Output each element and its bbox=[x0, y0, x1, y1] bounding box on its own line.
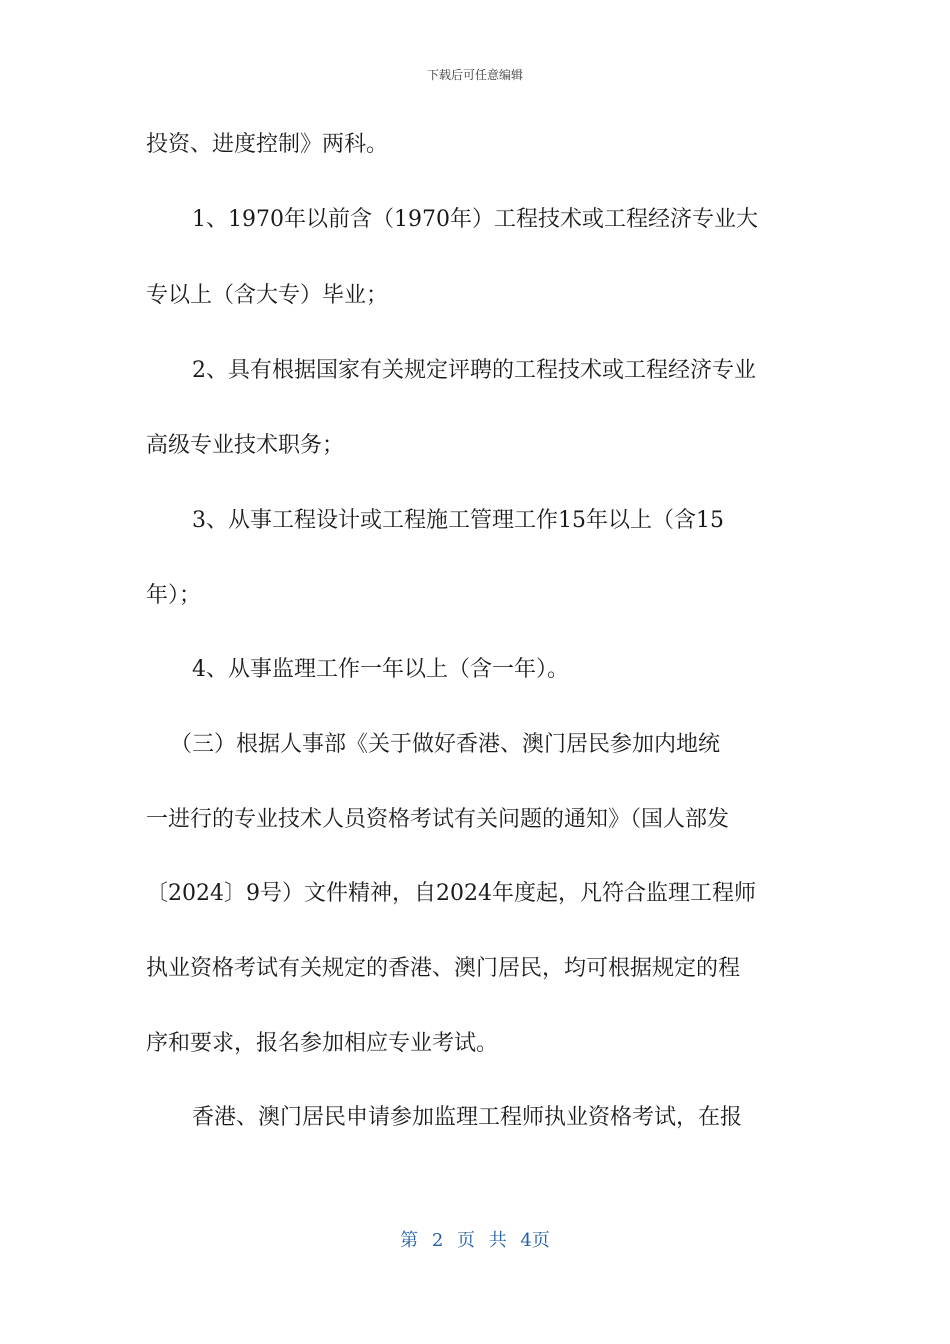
text-line: 1、1970年以前含（1970年）工程技术或工程经济专业大 bbox=[192, 207, 758, 232]
text-line: 4、从事监理工作一年以上（含一年）。 bbox=[192, 657, 569, 682]
text-line: 执业资格考试有关规定的香港、澳门居民，均可根据规定的程 bbox=[146, 956, 741, 981]
text-line: 〔2024〕9号）文件精神，自2024年度起，凡符合监理工程师 bbox=[146, 881, 756, 906]
text-line: （三）根据人事部《关于做好香港、澳门居民参加内地统 bbox=[170, 732, 721, 757]
text-line: 2、具有根据国家有关规定评聘的工程技术或工程经济专业 bbox=[192, 358, 756, 383]
page-header: 下载后可任意编辑 bbox=[426, 68, 523, 82]
text-line: 专以上（含大专）毕业； bbox=[146, 283, 389, 308]
text-line: 年）； bbox=[146, 583, 202, 608]
text-line: 一进行的专业技术人员资格考试有关问题的通知》（国人部发 bbox=[146, 807, 730, 832]
text-line: 高级专业技术职务； bbox=[146, 433, 345, 458]
text-line: 投资、进度控制》两科。 bbox=[146, 132, 389, 157]
text-line: 序和要求，报名参加相应专业考试。 bbox=[146, 1031, 499, 1056]
page-footer: 第 2 页 共 4页 bbox=[400, 1230, 550, 1251]
text-line: 3、从事工程设计或工程施工管理工作15年以上（含15 bbox=[192, 508, 724, 533]
text-line: 香港、澳门居民申请参加监理工程师执业资格考试，在报 bbox=[192, 1105, 743, 1130]
